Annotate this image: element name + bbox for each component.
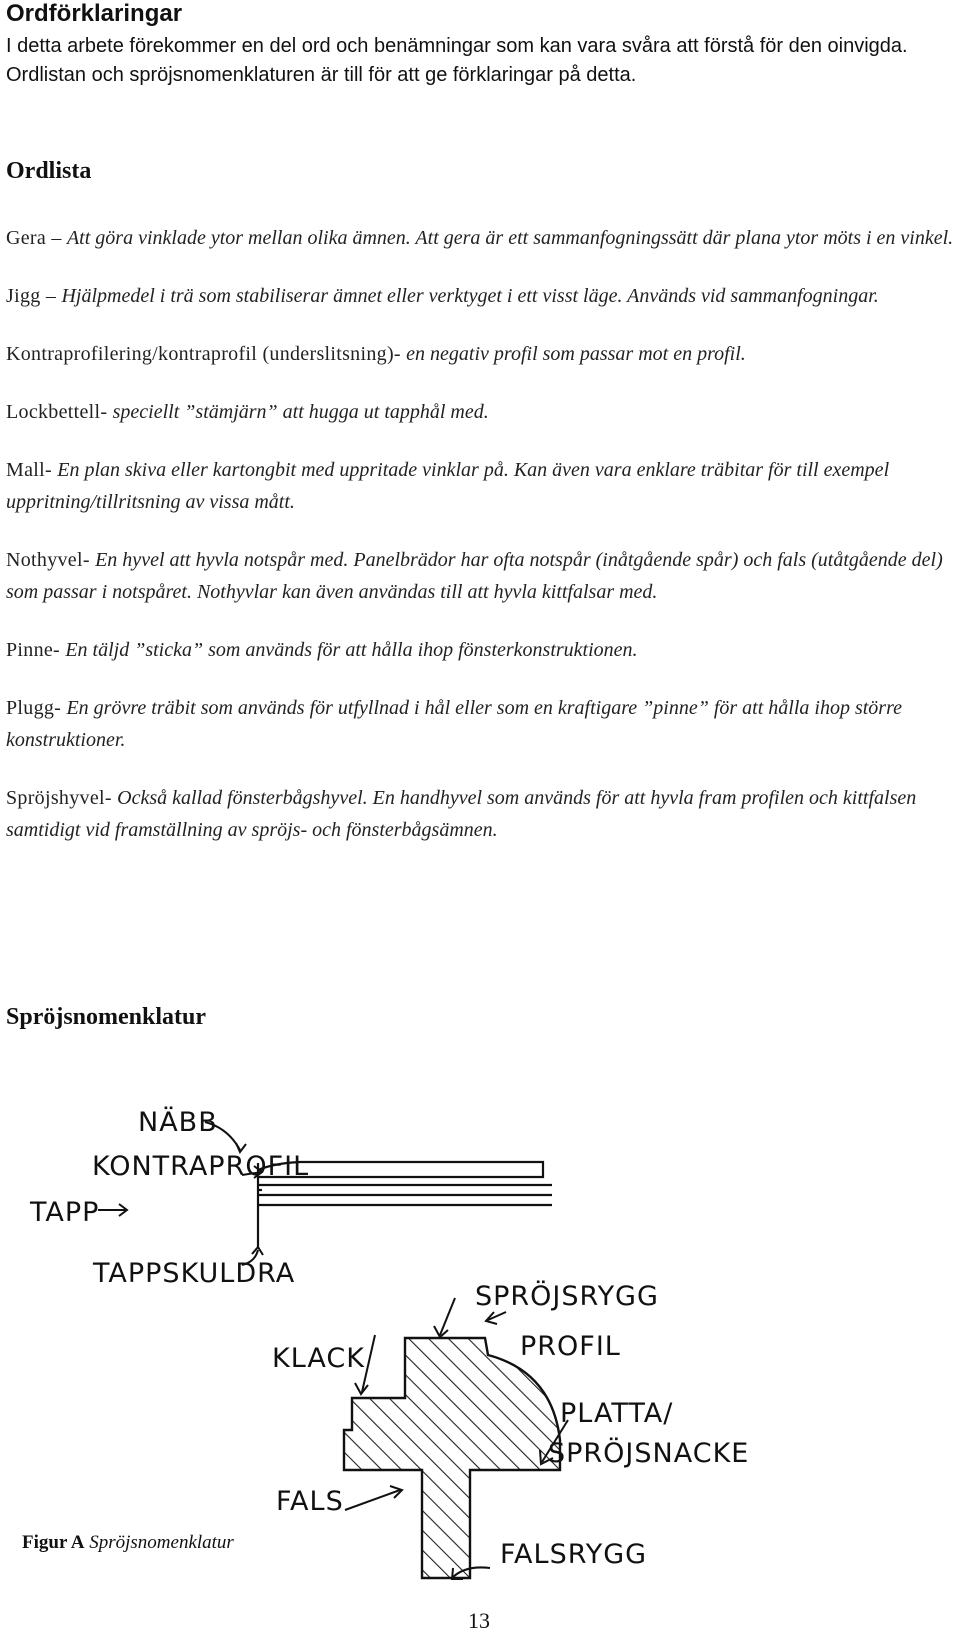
entry-definition: Också kallad fönsterbågshyvel. En handhyvel som används för att hyvla fram profilen och kittfalsen samtidigt vid framställning av spröjs- och fönsterbågsämnen. [6,787,917,841]
label-arrows-upper [98,1122,263,1265]
caption-text: Spröjsnomenklatur [89,1532,234,1553]
label-klack: KLACK [272,1343,365,1374]
glossary-entry [6,338,958,370]
entry-definition: en negativ profil som passar mot en profil. [406,343,746,365]
entry-definition: En grövre träbit som används för utfyllnad i hål eller som en kraftigare ”pinne” för att hålla ihop större konstruktioner. [6,697,902,751]
label-fals: FALS [276,1486,344,1517]
entry-term: Mall- [6,459,58,481]
nomenclature-heading: Spröjsnomenklatur [6,1004,207,1030]
label-tapp: TAPP [30,1197,100,1228]
entry-term: Nothyvel- [6,549,96,571]
label-nabb: NÄBB [138,1107,218,1138]
label-falsrygg: FALSRYGG [500,1539,648,1570]
figure-labels [29,1106,749,1570]
glossary-entry [6,692,958,756]
glossary-entry [6,634,958,666]
entry-term: Plugg- [6,697,67,719]
label-sprojsnacke: SPRÖJSNACKE [548,1438,750,1469]
entry-term: Kontraprofilering/kontraprofil (underslitsning)- [6,343,407,365]
glossary-entry [6,454,958,518]
label-tappskuldra: TAPPSKULDRA [93,1258,296,1289]
label-sprojsrygg: SPRÖJSRYGG [475,1281,659,1312]
caption-label: Figur A [22,1532,85,1553]
glossary-entry [6,280,958,312]
page-heading: Ordförklaringar [6,0,183,27]
figure-caption [22,1532,234,1554]
glossary-entry [6,544,958,608]
entry-term: Pinne- [6,639,66,661]
entry-term: Gera – [6,227,67,249]
entry-definition: speciellt ”stämjärn” att hugga ut tapphål med. [112,401,489,423]
glossary-entry [6,222,958,254]
glossary-heading: Ordlista [6,158,92,184]
entry-definition: Att göra vinklade ytor mellan olika ämnen. Att gera är ett sammanfogningssätt där plana ytor möts i en vinkel. [66,227,954,249]
label-platta: PLATTA/ [560,1398,674,1429]
page-number: 13 [468,1608,490,1633]
entry-definition: Hjälpmedel i trä som stabiliserar ämnet eller verktyget i ett visst läge. Används vid sammanfogningar. [61,285,879,307]
label-profil: PROFIL [520,1331,621,1362]
entry-term: Spröjshyvel- [6,787,118,809]
glossary-entry [6,782,958,846]
entry-definition: En plan skiva eller kartongbit med uppritade vinklar på. Kan även vara enklare träbitar för till exempel uppritning/tillritsning av vissa mått. [6,459,890,513]
entry-definition: En täljd ”sticka” som används för att hålla ihop fönsterkonstruktionen. [65,639,638,661]
label-kontraprofil: KONTRAPROFIL [92,1151,310,1182]
entry-definition: En hyvel att hyvla notspår med. Panelbrädor har ofta notspår (inåtgående spår) och fals (utåtgående del) som passar i notspåret. Nothyvlar kan även användas till att hyvla kittfalsar med. [6,549,943,603]
figure-a-sketch [0,1090,960,1580]
glossary-entry [6,396,958,428]
glossary-list [6,222,958,846]
entry-term: Lockbettell- [6,401,113,423]
entry-term: Jigg – [6,285,62,307]
intro-paragraph: I detta arbete förekommer en del ord och benämningar som kan vara svåra att förstå för den oinvigda. Ordlistan och spröjsnomenklaturen är till för att ge förklaringar på detta. [6,35,908,86]
